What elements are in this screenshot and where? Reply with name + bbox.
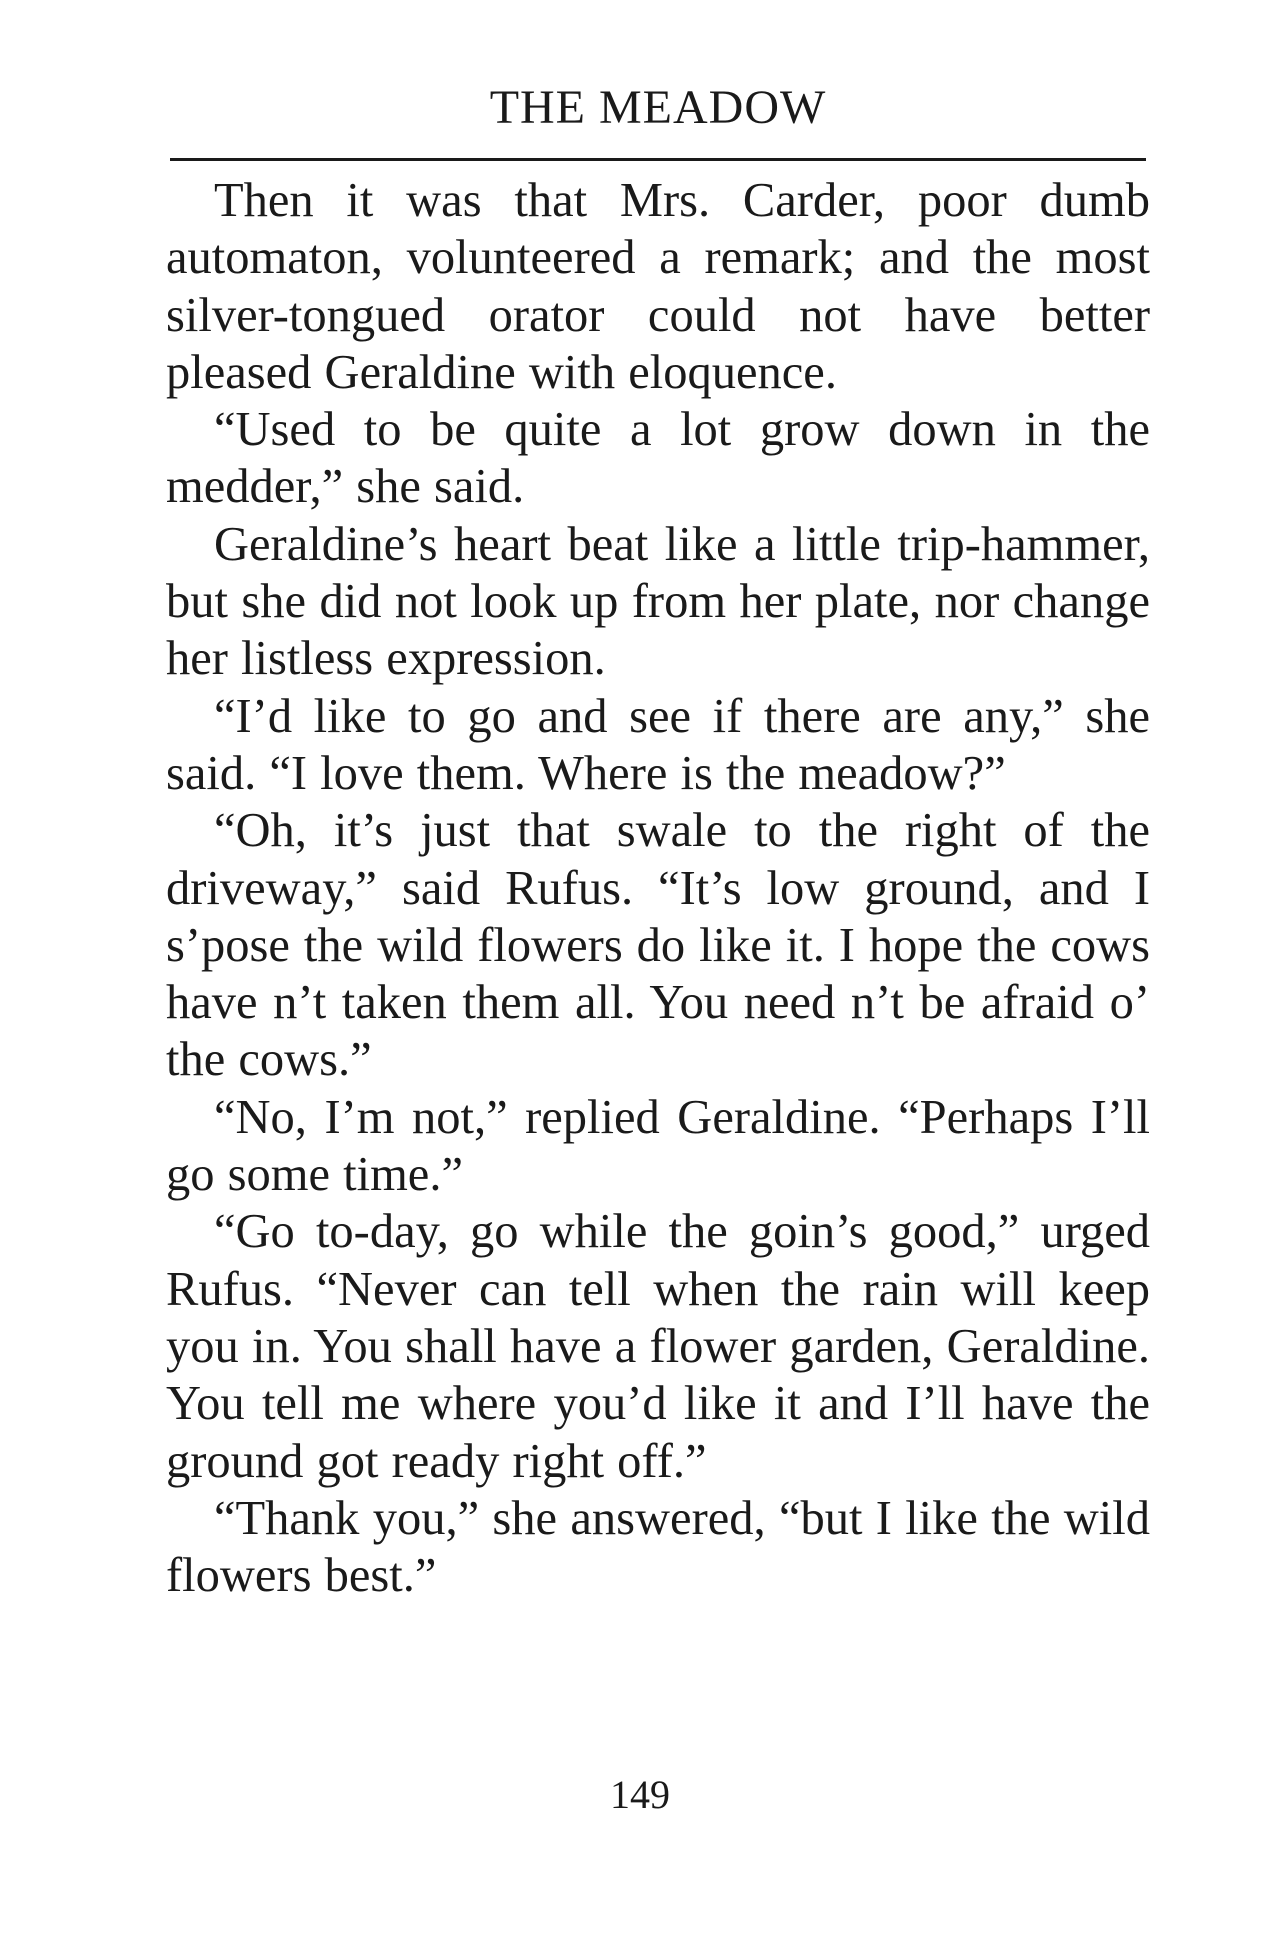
paragraph-4: “I’d like to go and see if there are any,” she said. “I love them. Where is the meadow?” <box>166 689 1150 800</box>
body-text <box>166 172 1150 1604</box>
paragraph-7: “Go to-day, go while the goin’s good,” urged Rufus. “Never can tell when the rain will keep you in. You shall have a flower garden, Geraldine. You tell me where you’d like it and I’ll have the ground got ready right off.” <box>166 1205 1150 1488</box>
paragraph-5: “Oh, it’s just that swale to the right of the driveway,” said Rufus. “It’s low ground, and I s’pose the wild flowers do like it. I hope the cows have n’t taken them all. You need n’t be afraid o’ the cows.” <box>166 804 1150 1087</box>
paragraph-3: Geraldine’s heart beat like a little trip-hammer, but she did not look up from her plate, nor change her listless expression. <box>166 517 1150 686</box>
header-rule <box>170 158 1146 161</box>
paragraph-1: Then it was that Mrs. Carder, poor dumb automaton, volunteered a remark; and the most silver-tongued orator could not have better pleased Geraldine with eloquence. <box>166 174 1150 399</box>
paragraph-2: “Used to be quite a lot grow down in the medder,” she said. <box>166 403 1150 514</box>
page-number: 149 <box>610 1772 670 1817</box>
running-head: THE MEADOW <box>489 81 827 134</box>
paragraph-8: “Thank you,” she answered, “but I like the wild flowers best.” <box>166 1491 1150 1603</box>
paragraph-6: “No, I’m not,” replied Geraldine. “Perhaps I’ll go some time.” <box>166 1090 1150 1202</box>
